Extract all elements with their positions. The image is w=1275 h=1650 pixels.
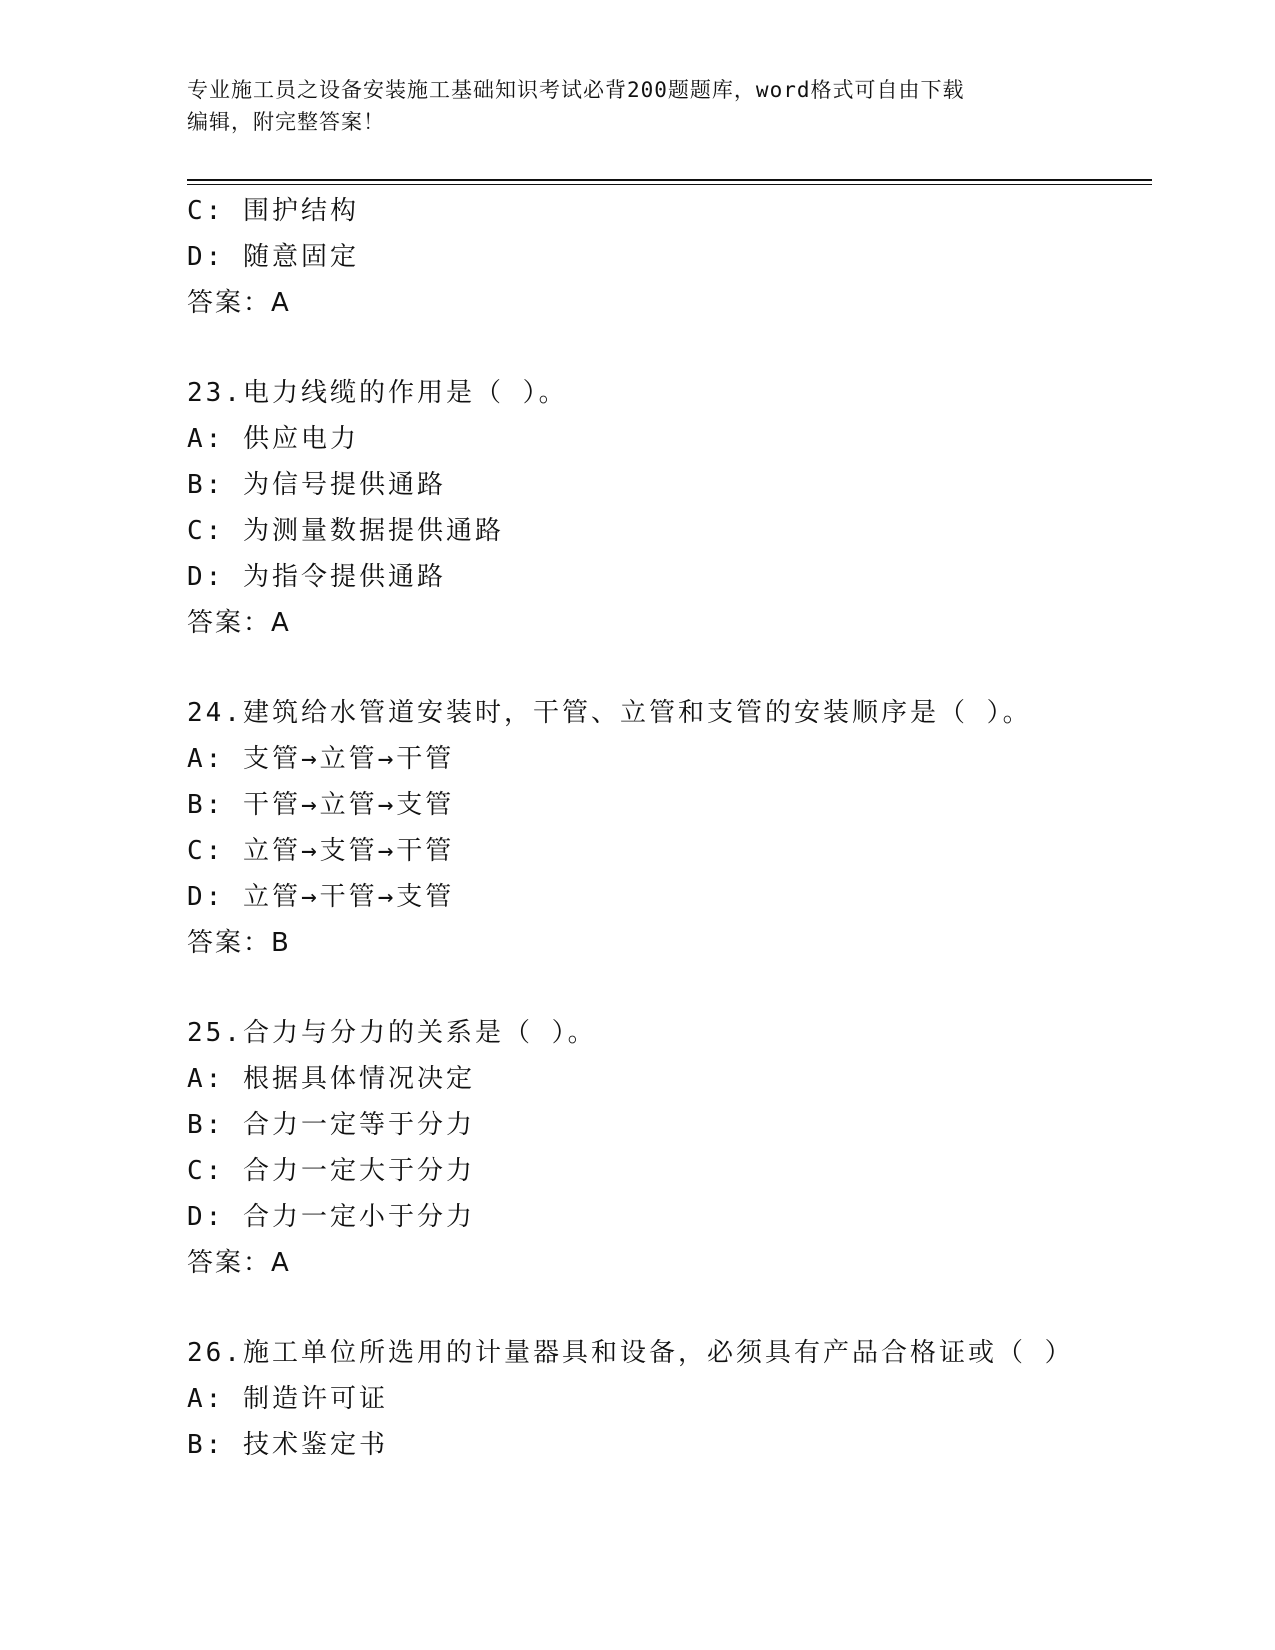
- option-b: B: 合力一定等于分力: [187, 1110, 475, 1140]
- option-c: C: 合力一定大于分力: [187, 1156, 475, 1186]
- spacer: [187, 966, 1152, 1010]
- question-22-continued: [187, 188, 1152, 326]
- spacer: [187, 646, 1152, 690]
- header-title-line-1: 专业施工员之设备安装施工基础知识考试必背200题题库，word格式可自由下载: [187, 78, 965, 102]
- option-b: B: 为信号提供通路: [187, 470, 446, 500]
- option-a: A: 根据具体情况决定: [187, 1064, 475, 1094]
- option-a: A: 支管→立管→干管: [187, 744, 455, 774]
- option-c: C: 为测量数据提供通路: [187, 516, 504, 546]
- spacer: [187, 1286, 1152, 1330]
- answer-line: 答案：B: [187, 928, 291, 958]
- spacer: [187, 326, 1152, 370]
- document-header: [187, 74, 1067, 138]
- option-b: B: 技术鉴定书: [187, 1430, 388, 1460]
- option-b: B: 干管→立管→支管: [187, 790, 455, 820]
- question-stem: 25.合力与分力的关系是（ ）。: [187, 1018, 597, 1048]
- question-23: [187, 370, 1152, 646]
- question-stem: 26.施工单位所选用的计量器具和设备，必须具有产品合格证或（ ）: [187, 1338, 1074, 1368]
- question-stem: 23.电力线缆的作用是（ ）。: [187, 378, 568, 408]
- question-26: [187, 1330, 1152, 1468]
- answer-line: 答案：A: [187, 288, 291, 318]
- option-c: C: 围护结构: [187, 196, 359, 226]
- option-a: A: 制造许可证: [187, 1384, 388, 1414]
- header-title-line-2: 编辑，附完整答案！: [187, 110, 385, 134]
- header-divider-thin: [187, 184, 1152, 185]
- header-divider-thick: [187, 179, 1152, 181]
- question-stem: 24.建筑给水管道安装时，干管、立管和支管的安装顺序是（ ）。: [187, 698, 1032, 728]
- answer-line: 答案：A: [187, 608, 291, 638]
- question-24: [187, 690, 1152, 966]
- option-d: D: 随意固定: [187, 242, 359, 272]
- answer-line: 答案：A: [187, 1248, 291, 1278]
- question-25: [187, 1010, 1152, 1286]
- option-d: D: 合力一定小于分力: [187, 1202, 475, 1232]
- option-d: D: 立管→干管→支管: [187, 882, 455, 912]
- option-a: A: 供应电力: [187, 424, 359, 454]
- question-list: [187, 188, 1152, 1468]
- option-c: C: 立管→支管→干管: [187, 836, 455, 866]
- option-d: D: 为指令提供通路: [187, 562, 446, 592]
